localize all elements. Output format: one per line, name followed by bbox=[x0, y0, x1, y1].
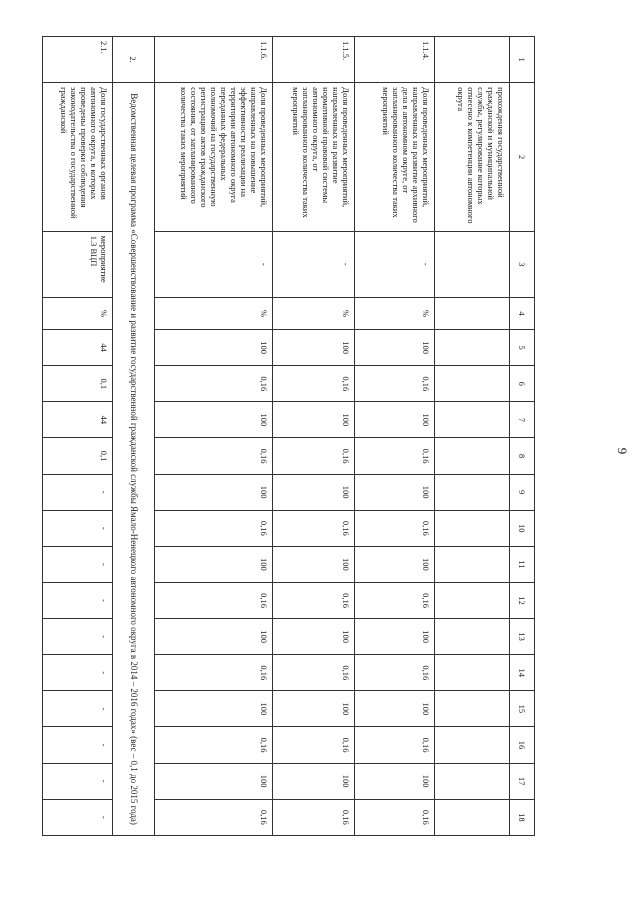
header-cell: 8 bbox=[510, 438, 535, 474]
table-cell: 100 bbox=[155, 330, 273, 366]
table-cell: 0,16 bbox=[273, 366, 355, 402]
table-row bbox=[435, 37, 510, 836]
rotated-table-wrapper bbox=[5, 36, 535, 836]
row-number: 1.1.4. bbox=[355, 37, 435, 83]
table-cell: 0,16 bbox=[273, 582, 355, 618]
header-cell: 12 bbox=[510, 582, 535, 618]
table-cell: 0,16 bbox=[273, 727, 355, 763]
table-cell: - bbox=[355, 231, 435, 297]
table-cell: 100 bbox=[273, 691, 355, 727]
header-cell: 10 bbox=[510, 510, 535, 546]
section-title: Ведомственная целевая программа «Совершенствование и развитие государственной гражданской службы Ямало-Ненецкого автономного округа в 2014 – 2016 годах» (вес – 0,1 до 2015 года) bbox=[113, 83, 155, 836]
header-cell: 1 bbox=[510, 37, 535, 83]
table-cell: 0,16 bbox=[273, 655, 355, 691]
table-cell: 100 bbox=[355, 619, 435, 655]
header-cell: 13 bbox=[510, 619, 535, 655]
table-cell: 0,16 bbox=[355, 655, 435, 691]
table-cell bbox=[435, 691, 510, 727]
table-cell bbox=[435, 330, 510, 366]
table-cell: - bbox=[155, 231, 273, 297]
table-cell: 100 bbox=[355, 546, 435, 582]
table-cell: 100 bbox=[273, 546, 355, 582]
table-cell: - bbox=[43, 582, 113, 618]
table-cell: 44 bbox=[43, 330, 113, 366]
table-cell: 100 bbox=[155, 691, 273, 727]
table-cell: - bbox=[43, 619, 113, 655]
table-cell bbox=[435, 438, 510, 474]
table-cell: 100 bbox=[155, 619, 273, 655]
table-cell: - bbox=[43, 546, 113, 582]
table-row bbox=[43, 37, 113, 836]
table-cell: 100 bbox=[273, 619, 355, 655]
table-cell: 0,16 bbox=[273, 510, 355, 546]
table-cell: % bbox=[43, 297, 113, 329]
table-row bbox=[155, 37, 273, 836]
table-cell bbox=[435, 474, 510, 510]
header-cell: 2 bbox=[510, 83, 535, 232]
row-number: 2.1. bbox=[43, 37, 113, 83]
table-cell: мероприятие 1.3 ВЦП bbox=[43, 231, 113, 297]
table-cell: 0,16 bbox=[273, 438, 355, 474]
header-cell: 16 bbox=[510, 727, 535, 763]
table-cell bbox=[435, 619, 510, 655]
table-cell: 100 bbox=[273, 402, 355, 438]
table-cell: 0,16 bbox=[155, 799, 273, 835]
table-cell: 0,16 bbox=[155, 582, 273, 618]
table-cell: 0,16 bbox=[355, 510, 435, 546]
table-cell: % bbox=[273, 297, 355, 329]
table-cell: 0,16 bbox=[355, 582, 435, 618]
table-row bbox=[355, 37, 435, 836]
row-description: прохождения государственной гражданской и муниципальной службы, регулирование которых отнесено к компетенции автономного округа bbox=[435, 83, 510, 232]
row-number: 1.1.5. bbox=[273, 37, 355, 83]
header-cell: 3 bbox=[510, 231, 535, 297]
table-cell: % bbox=[355, 297, 435, 329]
table-cell: 0,16 bbox=[155, 510, 273, 546]
header-cell: 7 bbox=[510, 402, 535, 438]
header-cell: 17 bbox=[510, 763, 535, 799]
table-cell: 0,16 bbox=[155, 727, 273, 763]
row-description: Доля проведенных мероприятий, направленных на развитие архивного дела в автономном округе, от запланированного количества таких мероприятий bbox=[355, 83, 435, 232]
table-cell bbox=[435, 297, 510, 329]
table-cell bbox=[435, 655, 510, 691]
header-cell: 18 bbox=[510, 799, 535, 835]
header-cell: 14 bbox=[510, 655, 535, 691]
table-cell: 100 bbox=[355, 474, 435, 510]
table-cell bbox=[435, 546, 510, 582]
header-cell: 9 bbox=[510, 474, 535, 510]
table-cell: - bbox=[43, 691, 113, 727]
header-cell: 6 bbox=[510, 366, 535, 402]
header-cell: 4 bbox=[510, 297, 535, 329]
table-cell bbox=[435, 763, 510, 799]
table-cell bbox=[435, 366, 510, 402]
table-cell: 0,16 bbox=[273, 799, 355, 835]
table-cell: 100 bbox=[273, 474, 355, 510]
table-cell bbox=[435, 231, 510, 297]
table-cell: 100 bbox=[155, 402, 273, 438]
table-cell: - bbox=[273, 231, 355, 297]
row-description: Доля государственных органов автономного округа, в которых проведены проверки соблюдения законодательства о государственной гражданской bbox=[43, 83, 113, 232]
table-cell bbox=[435, 799, 510, 835]
table-cell: - bbox=[43, 763, 113, 799]
section-number: 2. bbox=[113, 37, 155, 83]
table-cell: 100 bbox=[155, 546, 273, 582]
table-cell: 100 bbox=[155, 474, 273, 510]
section-row bbox=[113, 37, 155, 836]
table-cell: 0,1 bbox=[43, 366, 113, 402]
row-number: 1.1.6. bbox=[155, 37, 273, 83]
table-cell: % bbox=[155, 297, 273, 329]
table-cell: 100 bbox=[155, 763, 273, 799]
table-cell: - bbox=[43, 655, 113, 691]
table-row bbox=[273, 37, 355, 836]
table-cell bbox=[435, 727, 510, 763]
table-cell: 0,16 bbox=[355, 727, 435, 763]
table-cell: - bbox=[43, 510, 113, 546]
table-cell: 100 bbox=[355, 691, 435, 727]
table-cell: - bbox=[43, 799, 113, 835]
row-number bbox=[435, 37, 510, 83]
table-cell: 100 bbox=[273, 763, 355, 799]
indicators-table bbox=[42, 36, 535, 836]
header-cell: 15 bbox=[510, 691, 535, 727]
table-cell: 0,16 bbox=[355, 366, 435, 402]
table-cell: 100 bbox=[355, 330, 435, 366]
table-cell: 0,16 bbox=[355, 799, 435, 835]
table-cell bbox=[435, 510, 510, 546]
table-cell: - bbox=[43, 474, 113, 510]
header-cell: 11 bbox=[510, 546, 535, 582]
table-cell: - bbox=[43, 727, 113, 763]
table-cell bbox=[435, 582, 510, 618]
header-row bbox=[510, 37, 535, 836]
table-cell: 100 bbox=[273, 330, 355, 366]
table-cell: 0,16 bbox=[155, 366, 273, 402]
table-cell: 100 bbox=[355, 763, 435, 799]
header-cell: 5 bbox=[510, 330, 535, 366]
table-cell bbox=[435, 402, 510, 438]
table-cell: 44 bbox=[43, 402, 113, 438]
row-description: Доля проведенных мероприятий, направленных на развитие нормативной правовой системы автономного округа, от запланированного количества таких мероприятий bbox=[273, 83, 355, 232]
table-cell: 0,16 bbox=[355, 438, 435, 474]
table-cell: 0,1 bbox=[43, 438, 113, 474]
page-number: 9 bbox=[615, 447, 630, 455]
table-cell: 0,16 bbox=[155, 438, 273, 474]
table-cell: 100 bbox=[355, 402, 435, 438]
table-cell: 0,16 bbox=[155, 655, 273, 691]
row-description: Доля проведенных мероприятий, направленных на повышение эффективности реализации на территории автономного округа переданных федеральных полномочий на государственную регистрацию актов гражданского состояния, от запланированного количества таких мероприятий bbox=[155, 83, 273, 232]
